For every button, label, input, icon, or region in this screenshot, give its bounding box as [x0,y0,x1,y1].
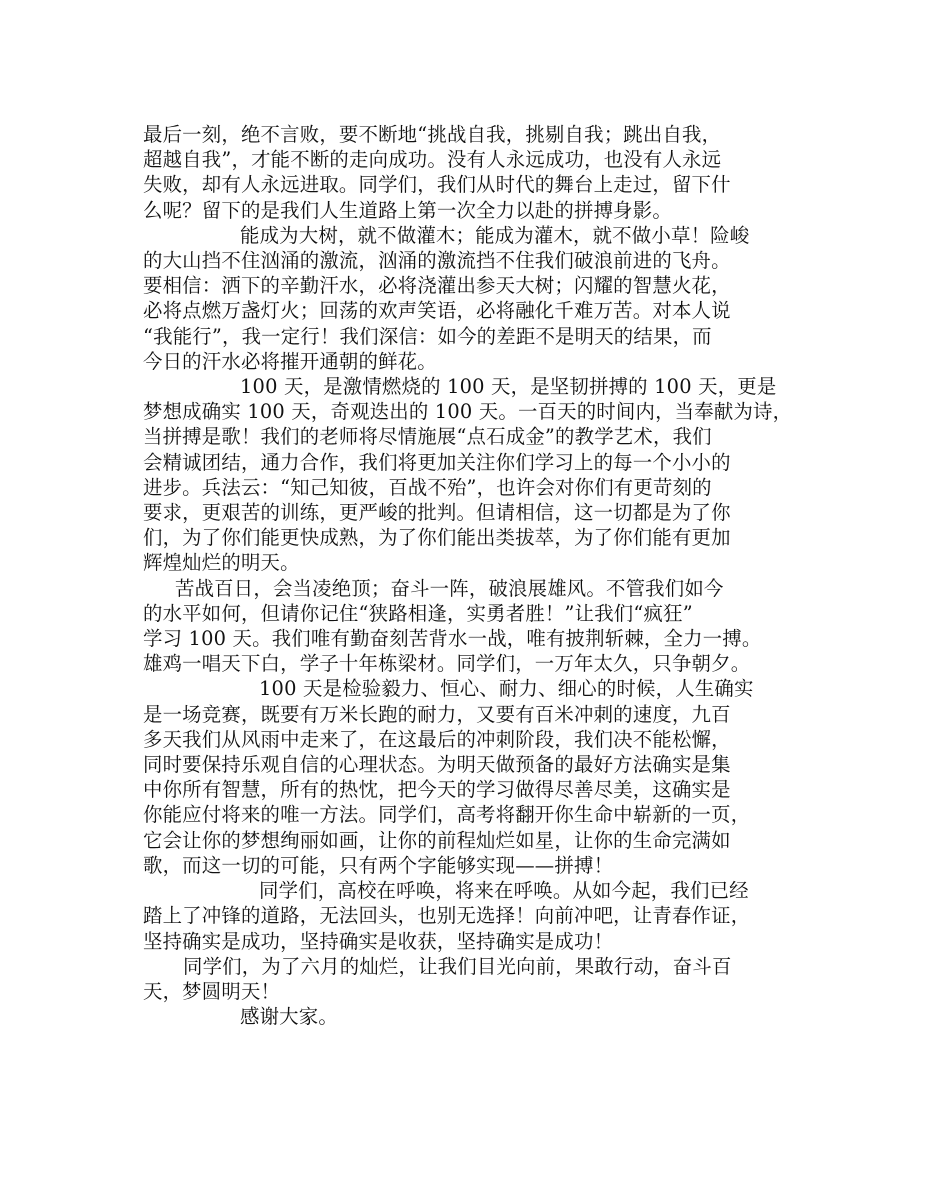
text-line: 失败，却有人永远进取。同学们，我们从时代的舞台上走过，留下什 [143,173,731,197]
text-line: 天，梦圆明天！ [143,979,281,1003]
text-line: 100 天是检验毅力、恒心、耐力、细心的时候，人生确实 [259,677,754,701]
text-line: 同学们，为了六月的灿烂，让我们目光向前，果敢行动，奋斗百 [183,954,732,978]
text-line: 是一场竞赛，既要有万米长跑的耐力，又要有百米冲刺的速度，九百 [143,702,731,726]
text-line: 要相信：洒下的辛勤汗水，必将浇灌出参天大树；闪耀的智慧火花， [143,274,731,298]
paragraph-4 [143,576,813,677]
text-line: 中你所有智慧，所有的热忱，把今天的学习做得尽善尽美，这确实是 [143,778,731,802]
text-line: 会精诚团结，通力合作，我们将更加关注你们学习上的每一个小小的 [143,450,731,474]
text-line: 必将点燃万盏灯火；回荡的欢声笑语，必将融化千难万苦。对本人说 [143,299,731,323]
text-line: 超越自我”，才能不断的走向成功。没有人永远成功，也没有人永远 [143,148,722,172]
text-line: 学习 100 天。我们唯有勤奋刻苦背水一战，唯有披荆斩棘，全力一搏。 [143,627,762,651]
text-line: 能成为大树，就不做灌木；能成为灌木，就不做小草！险峻 [240,223,750,247]
text-line: 多天我们从风雨中走来了，在这最后的冲刺阶段，我们决不能松懈， [143,727,731,751]
text-line: 辉煌灿烂的明天。 [143,551,300,575]
paragraph-6 [143,878,813,954]
text-line: 它会让你的梦想绚丽如画，让你的前程灿烂如星，让你的生命完满如 [143,828,731,852]
text-line: 们，为了你们能更快成熟，为了你们能出类拔萃，为了你们能有更加 [143,526,731,550]
paragraph-3 [143,374,813,576]
speech-body [143,122,813,1029]
text-line: 同学们，高校在呼唤，将来在呼唤。从如今起，我们已经 [259,879,749,903]
text-line: 歌，而这一切的可能，只有两个字能够实现——拼搏！ [143,853,614,877]
text-line: 你能应付将来的唯一方法。同学们，高考将翻开你生命中崭新的一页， [143,803,751,827]
text-line: 当拼搏是歌！我们的老师将尽情施展“点石成金”的教学艺术，我们 [143,425,712,449]
text-line: 同时要保持乐观自信的心理状态。为明天做预备的最好方法确实是集 [143,753,731,777]
text-line: 踏上了冲锋的道路，无法回头，也别无选择！向前冲吧，让青春作证， [143,904,751,928]
paragraph-7 [143,954,813,1004]
text-line: 今日的汗水必将摧开通朝的鲜花。 [143,349,437,373]
text-line: 坚持确实是成功，坚持确实是收获，坚持确实是成功！ [143,929,614,953]
text-line: 100 天，是激情燃烧的 100 天，是坚韧拼搏的 100 天，更是 [240,375,777,399]
text-line: 进步。兵法云：“知己知彼，百战不殆”，也许会对你们有更苛刻的 [143,475,712,499]
text-line: 最后一刻，绝不言败，要不断地“挑战自我，挑剔自我；跳出自我， [143,123,722,146]
text-line: 苦战百日，会当凌绝顶；奋斗一阵，破浪展雄风。不管我们如今 [175,576,724,600]
text-line: 的水平如何，但请你记住“狭路相逢，实勇者胜！”让我们“疯狂” [143,601,693,625]
text-line: 感谢大家。 [240,1005,338,1029]
text-line: 要求，更艰苦的训练，更严峻的批判。但请相信，这一切都是为了你 [143,501,731,525]
closing-thanks [143,1004,813,1029]
text-line: 的大山挡不住汹涌的激流，汹涌的激流挡不住我们破浪前进的飞舟。 [143,249,731,273]
text-line: 梦想成确实 100 天，奇观迭出的 100 天。一百天的时间内，当奉献为诗， [143,400,793,424]
paragraph-1 [143,122,813,223]
text-line: 么呢？留下的是我们人生道路上第一次全力以赴的拼搏身影。 [143,198,672,222]
text-line: 雄鸡一唱天下白，学子十年栋梁材。同学们，一万年太久，只争朝夕。 [143,652,751,676]
paragraph-5 [143,676,813,878]
paragraph-2 [143,223,813,374]
text-line: “我能行”，我一定行！我们深信：如今的差距不是明天的结果，而 [143,324,712,348]
